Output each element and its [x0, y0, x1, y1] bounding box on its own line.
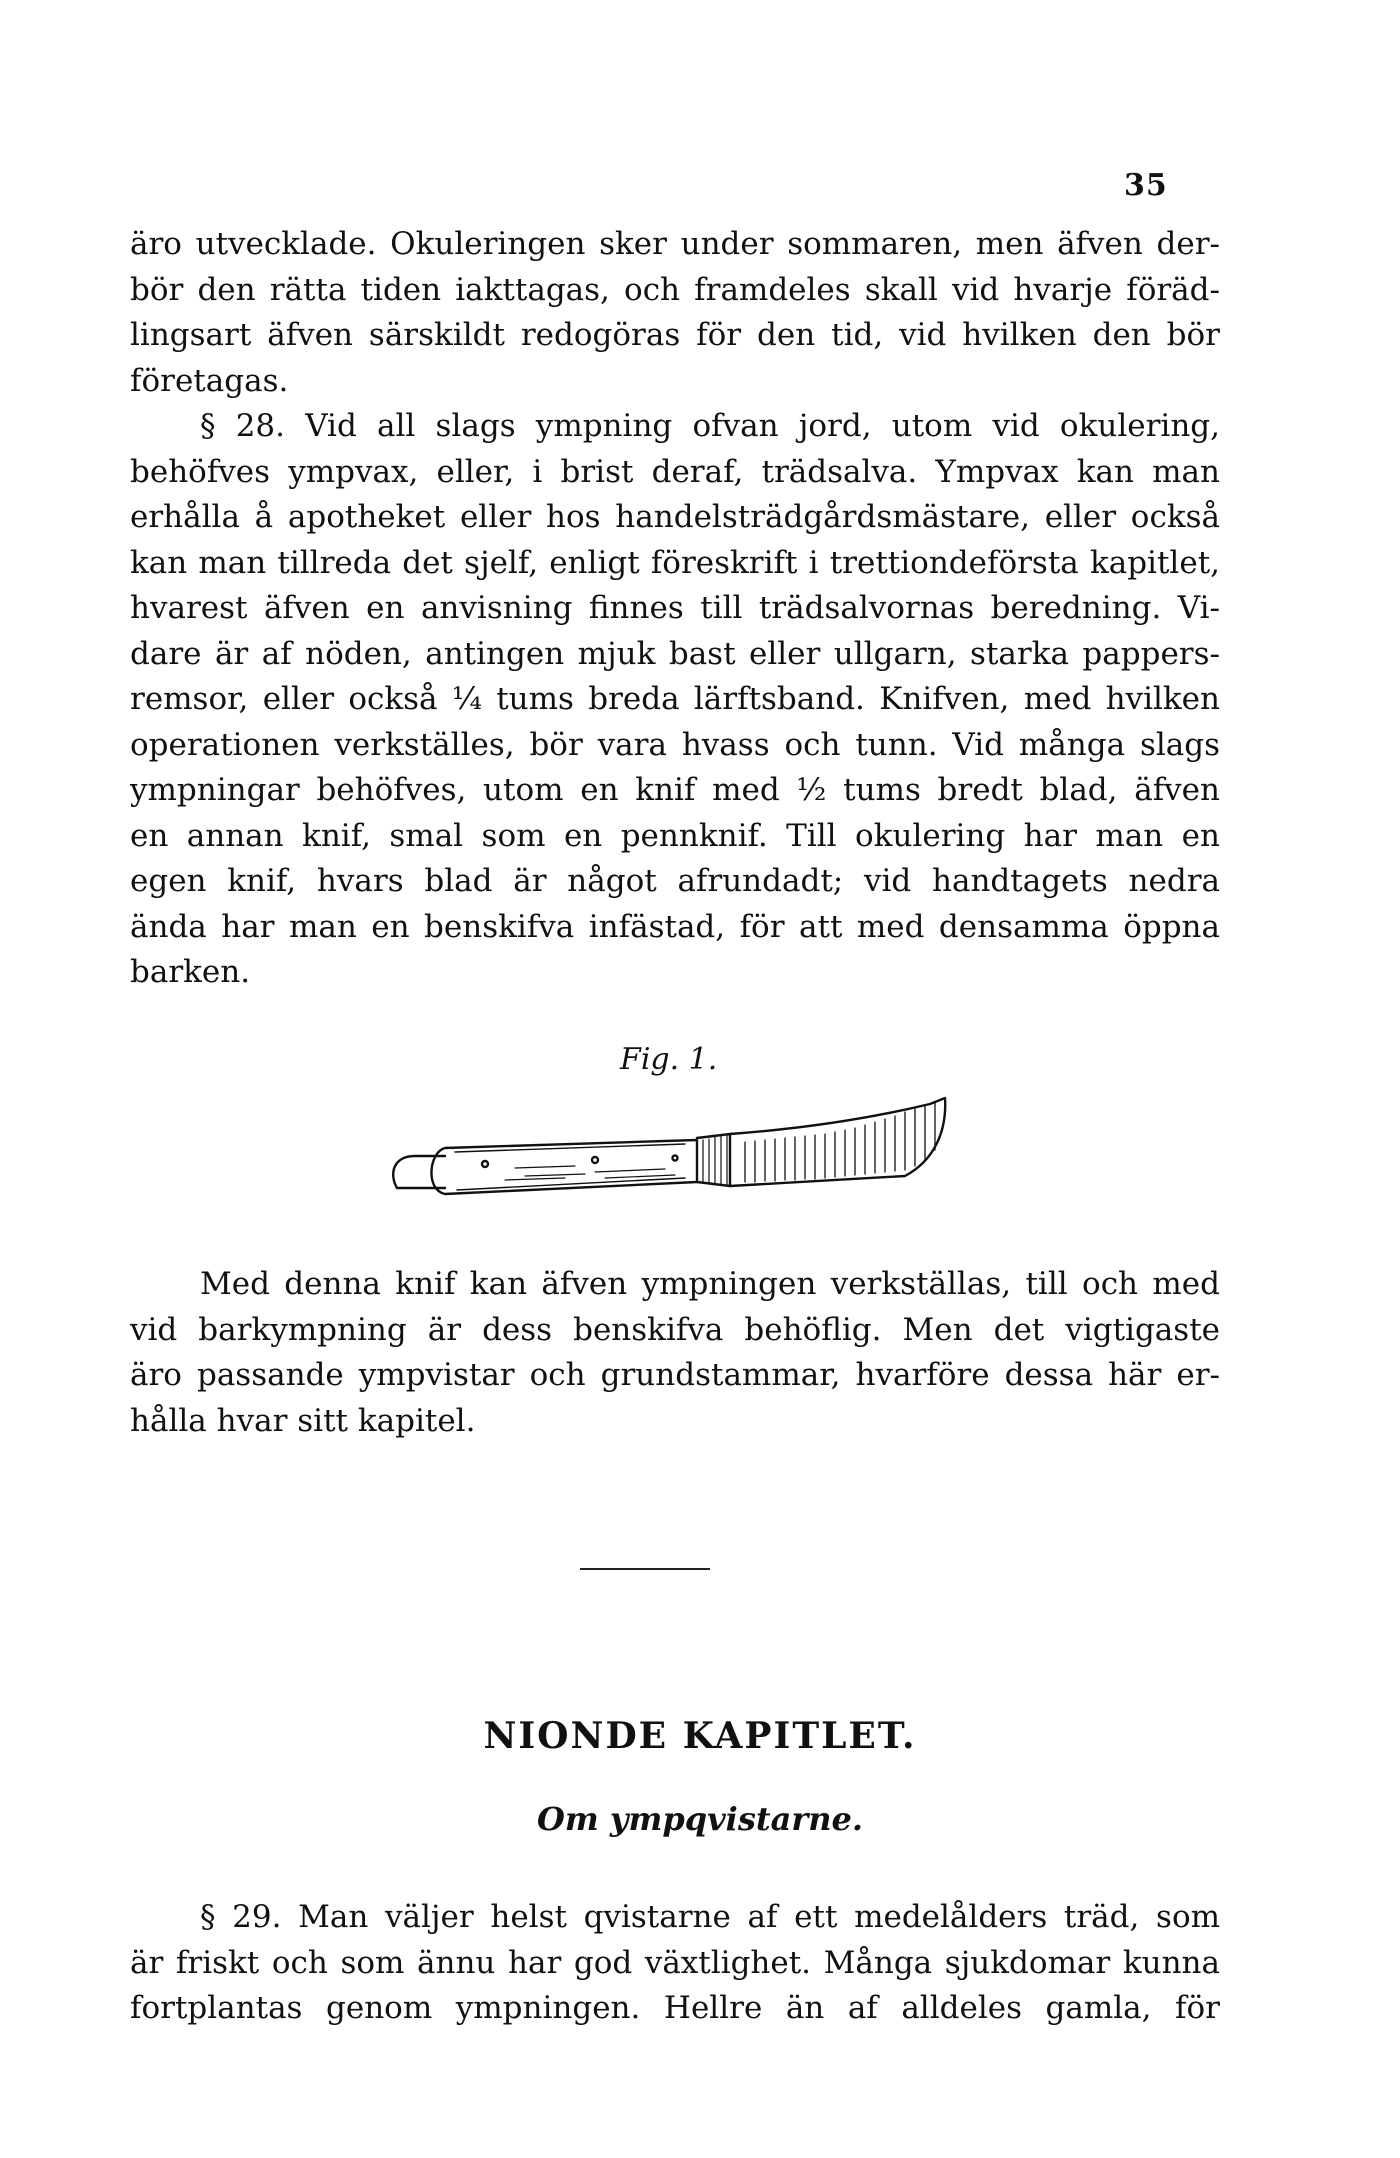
- text-line: företagas.: [130, 362, 289, 399]
- text-line: hålla hvar sitt kapitel.: [130, 1402, 476, 1439]
- text-line: behöfves ympvax, eller, i brist deraf, trädsalva. Ympvax kan man: [130, 453, 1220, 490]
- text-line: § 28. Vid all slags ympning ofvan jord, utom vid okulering,: [200, 408, 1220, 444]
- text-line: ympningar behöfves, utom en knif med ½ tums bredt blad, äfven: [130, 772, 1220, 808]
- text-line: lingsart äfven särskildt redogöras för den tid, vid hvilken den bör: [130, 317, 1220, 353]
- page-number: 35: [1124, 168, 1168, 203]
- figure-caption: Fig. 1.: [620, 1042, 718, 1077]
- text-line: äro passande ympvistar och grundstammar, hvarföre dessa här er-: [130, 1357, 1220, 1393]
- body-text-bottom: [130, 1895, 1220, 2032]
- text-line: är friskt och som ännu har god växtlighet. Många sjukdomar kunna: [130, 1944, 1220, 1981]
- body-text-middle: [130, 1262, 1220, 1444]
- text-line: operationen verkställes, bör vara hvass och tunn. Vid många slags: [130, 726, 1220, 763]
- chapter-title: NIONDE KAPITLET.: [483, 1715, 917, 1757]
- section-divider: [580, 1568, 710, 1570]
- text-line: Med denna knif kan äfven ympningen verkställas, till och med: [200, 1266, 1220, 1302]
- text-line: kan man tillreda det sjelf, enligt föreskrift i trettiondeförsta kapitlet,: [130, 544, 1220, 581]
- text-line: en annan knif, smal som en pennknif. Till okulering har man en: [130, 817, 1220, 854]
- body-text-top: [130, 222, 1220, 996]
- text-line: bör den rätta tiden iakttagas, och framdeles skall vid hvarje föräd-: [130, 271, 1220, 308]
- text-line: hvarest äfven en anvisning finnes till trädsalvornas beredning. Vi-: [130, 590, 1220, 626]
- text-line: ända har man en benskifva infästad, för att med densamma öppna: [130, 908, 1220, 945]
- budding-knife-illustration: [385, 1090, 955, 1210]
- text-line: barken.: [130, 954, 251, 990]
- text-line: § 29. Man väljer helst qvistarne af ett medelålders träd, som: [200, 1899, 1220, 1935]
- text-line: vid barkympning är dess benskifva behöflig. Men det vigtigaste: [130, 1311, 1220, 1348]
- text-line: egen knif, hvars blad är något afrundadt; vid handtagets nedra: [130, 863, 1220, 899]
- text-line: fortplantas genom ympningen. Hellre än af alldeles gamla, för: [130, 1990, 1220, 2026]
- text-line: erhålla å apotheket eller hos handelsträdgårdsmästare, eller också: [130, 499, 1220, 535]
- text-line: dare är af nöden, antingen mjuk bast eller ullgarn, starka pappers-: [130, 635, 1220, 672]
- text-line: äro utvecklade. Okuleringen sker under sommaren, men äfven der-: [130, 226, 1220, 262]
- text-line: remsor, eller också ¼ tums breda lärftsband. Knifven, med hvilken: [130, 681, 1220, 717]
- chapter-subtitle: Om ympqvistarne.: [537, 1800, 863, 1838]
